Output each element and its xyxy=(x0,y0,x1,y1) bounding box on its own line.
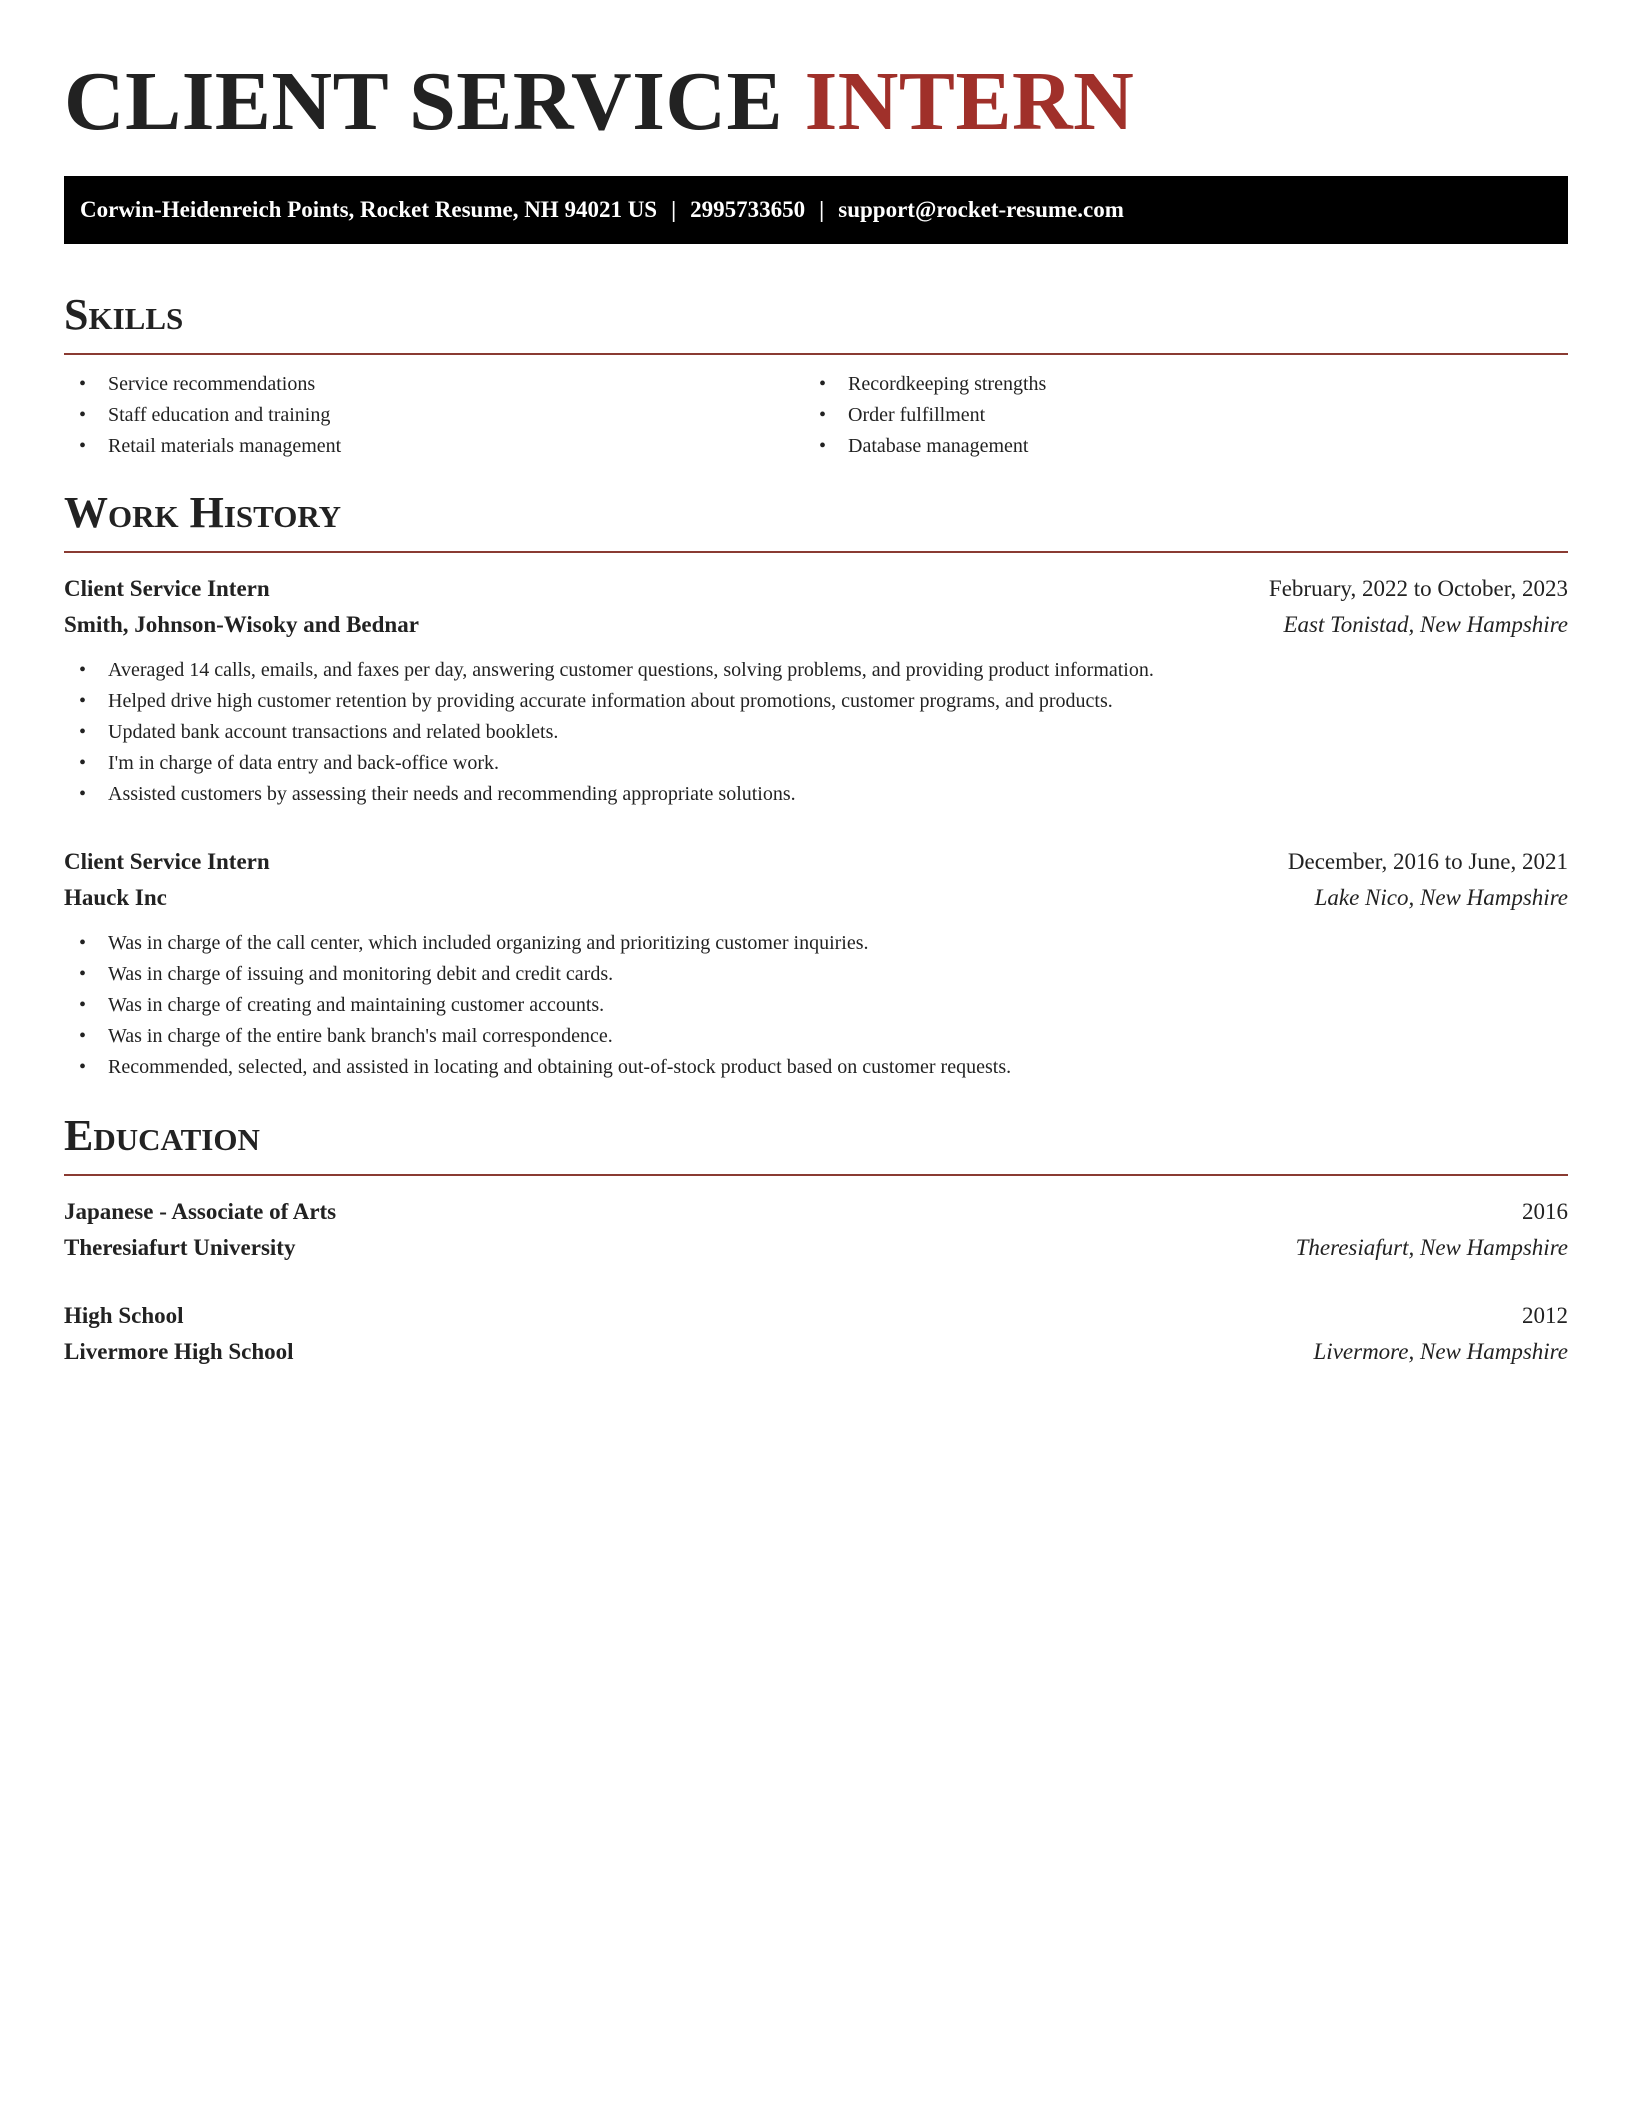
education-year: 2016 xyxy=(1522,1199,1568,1224)
education-location: Theresiafurt, New Hampshire xyxy=(1295,1235,1568,1260)
job-bullet: • Was in charge of creating and maintaining customer accounts. xyxy=(64,990,1568,1021)
job-location: Lake Nico, New Hampshire xyxy=(1314,885,1568,910)
work-history-heading: Work History xyxy=(64,488,342,537)
education-year: 2012 xyxy=(1522,1303,1568,1328)
job-bullet: • Assisted customers by assessing their needs and recommending appropriate solutions. xyxy=(64,779,1568,810)
job-position: Client Service Intern xyxy=(64,576,270,601)
job-dates: December, 2016 to June, 2021 xyxy=(1287,849,1568,874)
contact-address: Corwin-Heidenreich Points, Rocket Resume, NH 94021 US xyxy=(80,197,658,222)
skill-item: • Recordkeeping strengths xyxy=(804,369,1544,400)
section-divider xyxy=(64,1174,1568,1176)
contact-separator: | xyxy=(671,197,677,222)
job-dates: February, 2022 to October, 2023 xyxy=(1268,576,1568,601)
skill-item: • Staff education and training xyxy=(64,400,804,431)
education-school: Theresiafurt University xyxy=(64,1235,296,1260)
skill-item: • Order fulfillment xyxy=(804,400,1544,431)
section-divider xyxy=(64,551,1568,553)
skill-item: • Database management xyxy=(804,431,1544,462)
education-entry xyxy=(64,1298,1568,1370)
title-accent: INTERN xyxy=(804,55,1135,148)
job-bullets xyxy=(64,655,1568,810)
skills-heading: Skills xyxy=(64,290,184,339)
job-bullet: • Helped drive high customer retention by providing accurate information about promotions, customer programs, and products. xyxy=(64,686,1568,717)
work-history-section xyxy=(64,488,1568,1083)
job-bullet: • I'm in charge of data entry and back-office work. xyxy=(64,748,1568,779)
education-degree: High School xyxy=(64,1303,184,1328)
job-location: East Tonistad, New Hampshire xyxy=(1283,612,1568,637)
education-degree: Japanese - Associate of Arts xyxy=(64,1199,337,1224)
skills-grid xyxy=(64,369,1568,462)
contact-separator: | xyxy=(819,197,825,222)
education-entry xyxy=(64,1194,1568,1266)
job-company: Smith, Johnson-Wisoky and Bednar xyxy=(64,612,419,637)
education-location: Livermore, New Hampshire xyxy=(1313,1339,1568,1364)
job-entry xyxy=(64,571,1568,810)
skill-item: • Service recommendations xyxy=(64,369,804,400)
contact-bar xyxy=(64,176,1568,244)
job-bullet: • Was in charge of the call center, which included organizing and prioritizing customer inquiries. xyxy=(64,928,1568,959)
job-entry xyxy=(64,844,1568,1083)
skill-item: • Retail materials management xyxy=(64,431,804,462)
skills-section xyxy=(64,290,1568,462)
section-divider xyxy=(64,353,1568,355)
skills-column-left xyxy=(64,369,804,462)
job-company: Hauck Inc xyxy=(64,885,167,910)
contact-email: support@rocket-resume.com xyxy=(838,197,1124,222)
education-heading: Education xyxy=(64,1111,260,1160)
job-bullet: • Recommended, selected, and assisted in locating and obtaining out-of-stock product based on customer requests. xyxy=(64,1052,1568,1083)
title-main: CLIENT SERVICE xyxy=(64,55,784,148)
job-bullet: • Averaged 14 calls, emails, and faxes per day, answering customer questions, solving problems, and providing product information. xyxy=(64,655,1568,686)
contact-phone: 2995733650 xyxy=(690,197,806,222)
skills-column-right xyxy=(804,369,1544,462)
job-position: Client Service Intern xyxy=(64,849,270,874)
job-bullet: • Updated bank account transactions and related booklets. xyxy=(64,717,1568,748)
resume-title xyxy=(64,0,1568,174)
education-school: Livermore High School xyxy=(64,1339,294,1364)
job-bullet: • Was in charge of issuing and monitoring debit and credit cards. xyxy=(64,959,1568,990)
education-section xyxy=(64,1111,1568,1370)
job-bullet: • Was in charge of the entire bank branch's mail correspondence. xyxy=(64,1021,1568,1052)
job-bullets xyxy=(64,928,1568,1083)
